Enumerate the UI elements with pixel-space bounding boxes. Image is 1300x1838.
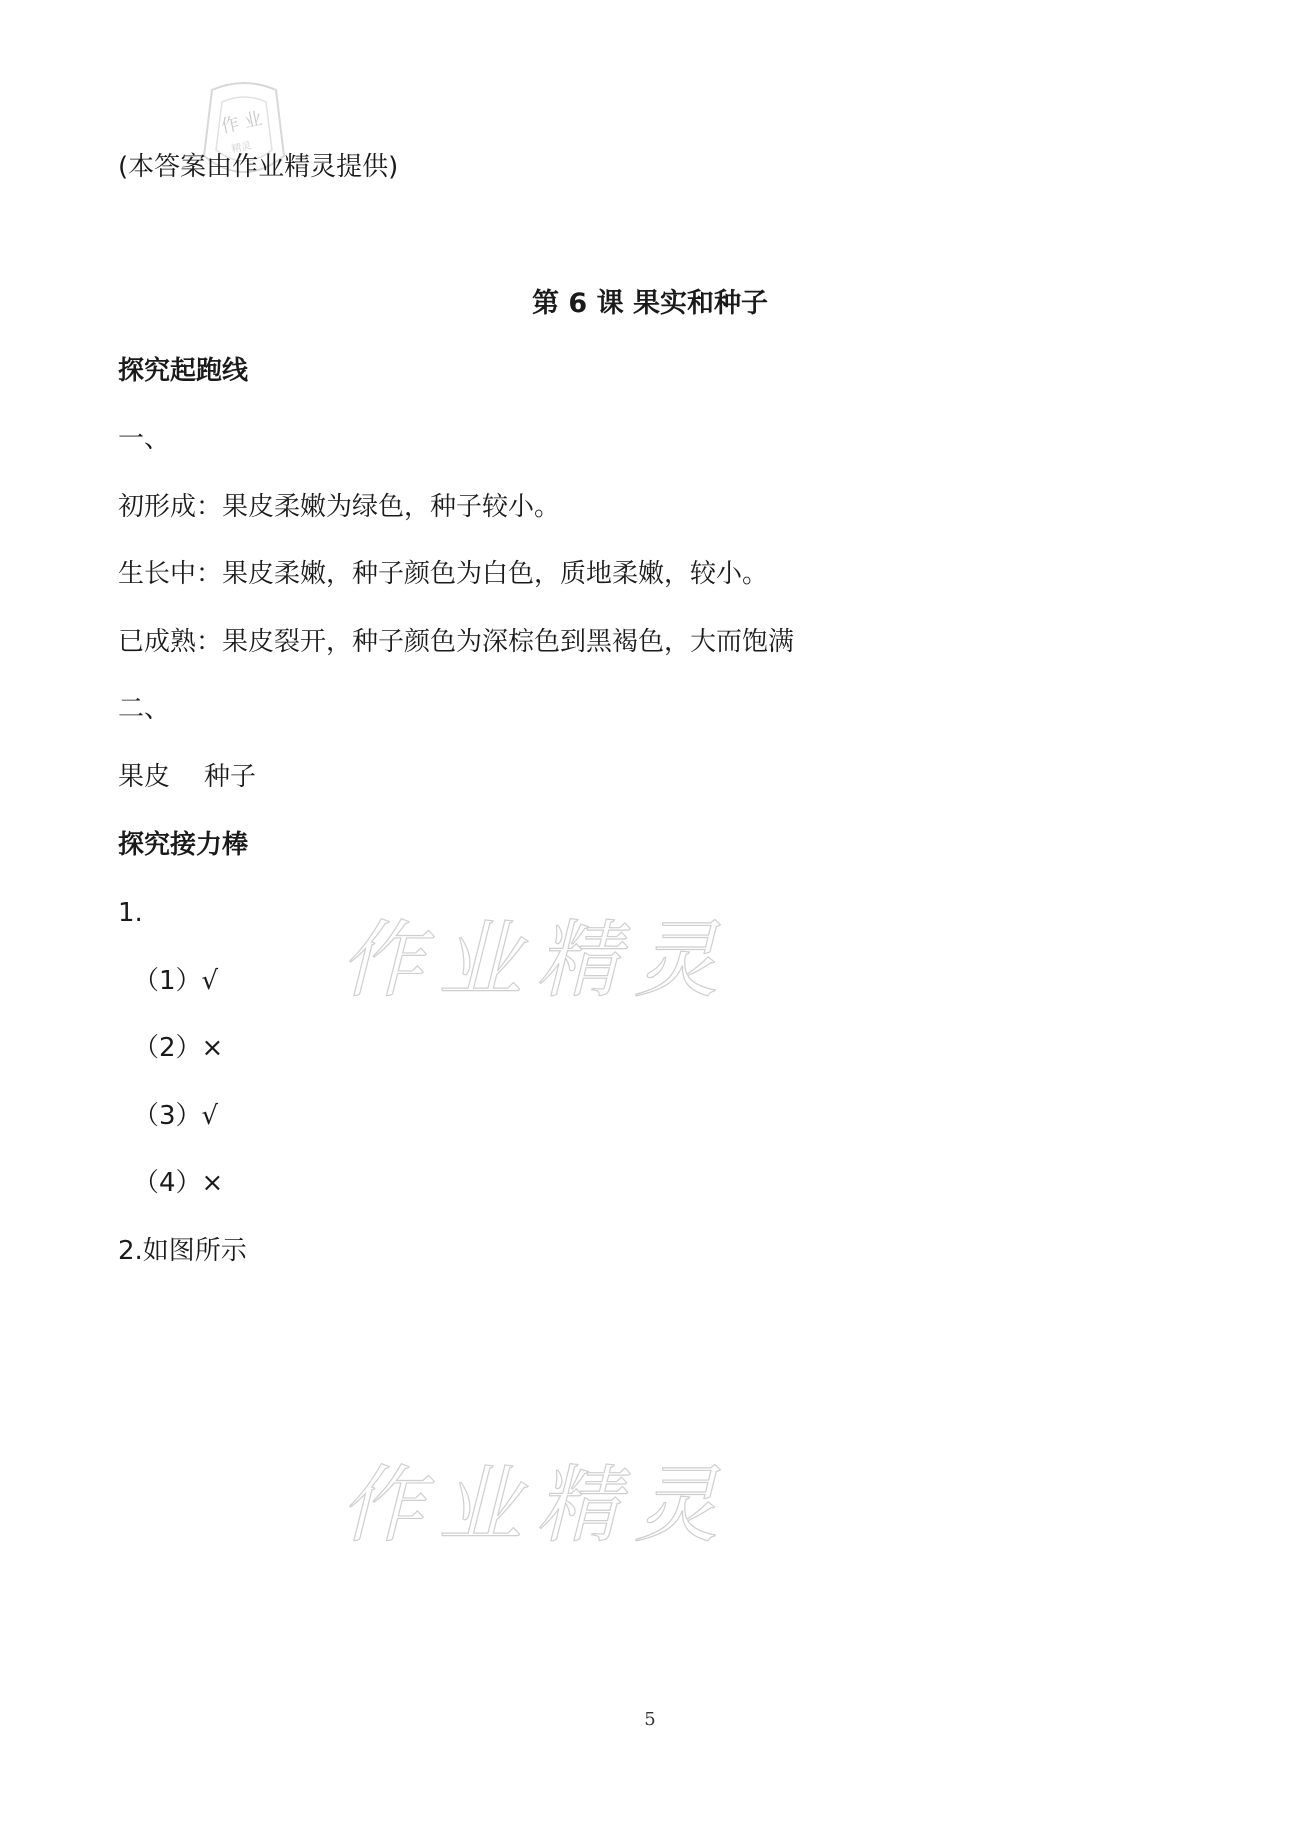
judgement-item: （2）× [133,1033,224,1063]
part-two-answers [118,760,256,794]
answer-line: 生长中：果皮柔嫩，种子颜色为白色，质地柔嫩，较小。 [118,559,769,589]
answer-line: 已成熟：果皮裂开，种子颜色为深棕色到黑褐色，大而饱满 [118,627,795,657]
question-two-label: 2.如图所示 [118,1236,247,1266]
judgement-item: （4）× [133,1168,224,1198]
answer-fruit-skin: 果皮 [118,762,171,792]
section-heading-relay: 探究接力棒 [118,830,249,860]
judgement-item: （3）√ [133,1101,219,1131]
lesson-title: 第 6 课 果实和种子 [532,288,768,319]
section-heading-start: 探究起跑线 [118,356,249,386]
answer-seed: 种子 [204,762,257,792]
answer-credit: (本答案由作业精灵提供) [118,152,399,182]
svg-text:精灵: 精灵 [230,140,253,156]
svg-text:作 业: 作 业 [219,108,265,138]
page-number: 5 [644,1709,656,1730]
part-one-label: 一、 [118,424,171,454]
part-two-label: 二、 [118,694,171,724]
watermark-text: 作业精灵 [340,911,733,1009]
watermark-text: 作业精灵 [340,1456,733,1554]
answer-line: 初形成：果皮柔嫩为绿色，种子较小。 [118,492,561,522]
question-one-label: 1. [118,898,143,928]
judgement-item: （1）√ [133,966,219,996]
